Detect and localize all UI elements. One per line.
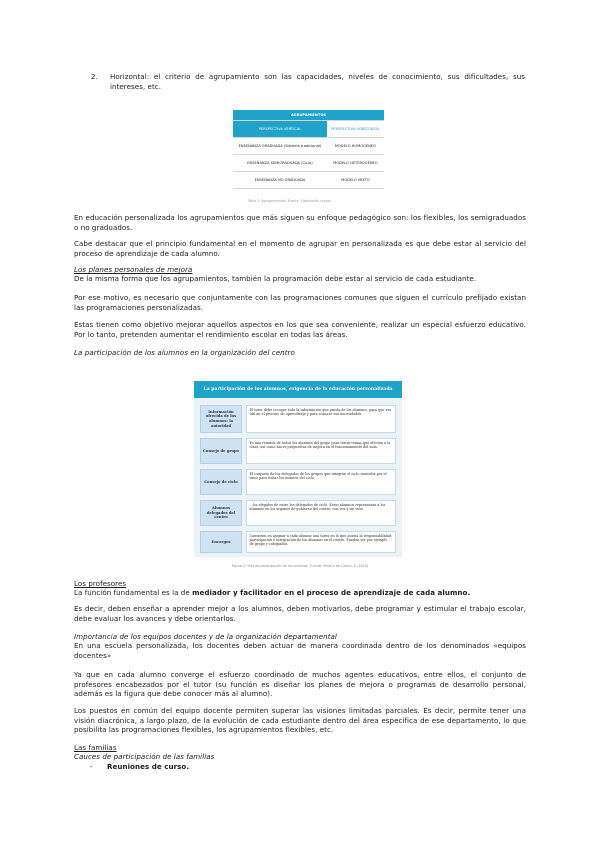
paragraph: Los puestos en común del equipo docente permiten superar las visiones limitadas parciales. Es decir, permite tener una visión diacrónica, a largo plazo, de la evolución de cada estudiante dentro del área específica de ese departamento, lo que posibilita las programaciones flexibles, los agrupamientos flexibles, etc.	[74, 706, 526, 735]
paragraph: En una escuela personalizada, los docentes deben actuar de manera coordinada dentro de los denominados «equipos docentes»	[74, 641, 526, 660]
section-heading: Los planes personales de mejora	[74, 265, 193, 274]
figure-row-desc: ...los elegidos de entre los delegados de ciclo. Estos alumnos representan a los alumnos en los órganos de gobierno del centro, con voz y sin voto.	[246, 500, 396, 526]
figure-row-label: Consejo de ciclo	[200, 469, 242, 495]
section-heading: Importancia de los equipos docentes y de la organización departamental	[74, 632, 337, 641]
table-cell: ENSEÑANZA GRADUADA (Sistema tradicional)	[233, 138, 327, 155]
paragraph: Por ese motivo, es necesario que conjuntamente con las programaciones comunes que siguen el currículo prefijado existan las programaciones personalizadas.	[74, 293, 526, 312]
figure-row	[200, 500, 396, 526]
section-heading: La participación de los alumnos en la organización del centro	[74, 348, 295, 357]
table-cell: MODELO HETEROGÉNEO	[327, 155, 384, 172]
figure-row	[200, 469, 396, 495]
table-cell: MODELO MIXTO	[327, 172, 384, 189]
table-cell: ENSEÑANZA NO GRADUADA	[233, 172, 327, 189]
paragraph	[74, 588, 526, 598]
table-cell: ENSEÑANZA SEMIGRADUADA (Ciclo)	[233, 155, 327, 172]
table-header: PERSPECTIVA HORIZONTAL	[327, 121, 384, 138]
figure-row-label: Información ofrecida de los alumnos: la autoridad	[200, 405, 242, 433]
figure-row-desc: El conjunto de los delegados de los grupos que integran el ciclo reunidos por el tutor para tratar los asuntos del ciclo.	[246, 469, 396, 495]
figure-caption: Figura 2: Vías de participación de los alumnos. Fuente: Pereira de Castro, P. (2010)	[231, 564, 369, 568]
table-row	[233, 155, 384, 172]
agrupamientos-table	[233, 110, 384, 189]
participation-figure	[194, 381, 402, 557]
figure-row-desc: Consisten en asignar a cada alumno una tarea en la que asuma la responsabilidad; participación e integración de los alumnos en el centro. Pueden ser por ejemplo de grupo y colegiados.	[246, 531, 396, 553]
table-row	[233, 138, 384, 155]
figure-row-label: Alumnos delegados del centro	[200, 500, 242, 526]
bullet-marker: -	[90, 762, 93, 771]
section-heading: Los profesores	[74, 579, 127, 588]
paragraph: Es decir, deben enseñar a aprender mejor a los alumnos, deben motivarlos, debe programar y estimular el trabajo escolar, debe evaluar los avances y debe orientarlos.	[74, 604, 526, 623]
paragraph: Cabe destacar que el principio fundamental en el momento de agrupar en personalizada es que debe estar al servicio del proceso de aprendizaje de cada alumno.	[74, 239, 526, 258]
figure-title: La participación de los alumnos, exigencia de la educación personalizada	[194, 381, 402, 398]
table-caption: Tabla 1: Agrupamientos. Fuente: Elaboración propia.	[248, 199, 332, 203]
subsection-heading: Cauces de participación de las familias	[74, 752, 215, 761]
table-cell: MODELO HOMOGÉNEO	[327, 138, 384, 155]
paragraph-bold-text: mediador y facilitador en el proceso de aprendizaje de cada alumno.	[192, 588, 471, 597]
paragraph: Estas tienen como objetivo mejorar aquellos aspectos en los que sea conveniente, realizar un especial esfuerzo educativo. Por lo tanto, pretenden aumentar el rendimiento escolar en todas las áreas.	[74, 320, 526, 339]
figure-row-desc: Es una reunión de todos los alumnos del grupo para tratar temas que afecten a la clase, así como hacer propuestas de mejora en el funcionamiento del aula.	[246, 438, 396, 464]
table-title: AGRUPAMIENTOS	[233, 110, 384, 121]
paragraph: Ya que en cada alumno converge el esfuerzo coordinado de muchos agentes educativos, entre ellos, el conjunto de profesores encabezados por el tutor (su función es diseñar los planes de mejora o programas de desarrollo personal, además es la figura que debe conocer más al alumno).	[74, 670, 526, 699]
table-header: PERSPECTIVA VERTICAL	[233, 121, 327, 138]
bullet-item: Reuniones de curso.	[107, 762, 190, 771]
table-row	[233, 172, 384, 189]
section-heading: Las familias	[74, 743, 117, 752]
paragraph: De la misma forma que los agrupamientos, también la programación debe estar al servicio de cada estudiante.	[74, 274, 477, 283]
figure-row-label: Consejo de grupo	[200, 438, 242, 464]
list-item-text: Horizontal: el criterio de agrupamiento son las capacidades, niveles de conocimiento, sus dificultades, sus intereses, etc.	[110, 72, 525, 91]
figure-row	[200, 531, 396, 553]
list-number: 2.	[91, 72, 98, 81]
paragraph-text: La función fundamental es la de	[74, 588, 193, 597]
figure-row	[200, 438, 396, 464]
figure-row-desc: El tutor debe recoger toda la información que pueda de los alumnos, para que sea útil en el proceso de aprendizaje y para conocer sus necesidades.	[246, 405, 396, 433]
figure-row	[200, 405, 396, 433]
paragraph: En educación personalizada los agrupamientos que más siguen su enfoque pedagógico son: los flexibles, los semigraduados o no graduados.	[74, 213, 526, 232]
figure-row-label: Encargos	[200, 531, 242, 553]
